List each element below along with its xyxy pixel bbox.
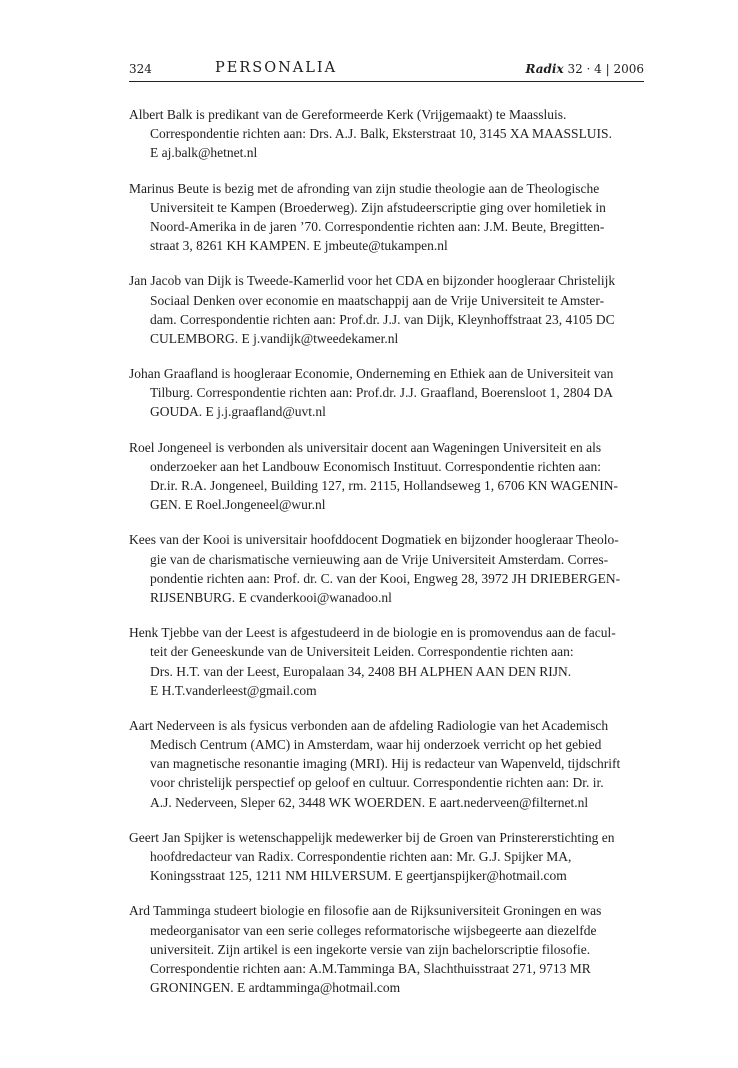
entry-line: GOUDA. E j.j.graafland@uvt.nl — [150, 404, 326, 420]
entry-line: E H.T.vanderleest@gmail.com — [150, 682, 317, 698]
entry-first-line: Ard Tamminga studeert biologie en filosofie aan de Rijksuniversiteit Groningen en was — [129, 903, 602, 919]
entry-first-line: Jan Jacob van Dijk is Tweede-Kamerlid voor het CDA en bijzonder hoogleraar Christelijk — [129, 273, 616, 289]
page-number: 324 — [129, 62, 152, 76]
journal-reference — [525, 62, 644, 76]
entry-line: straat 3, 8261 KH KAMPEN. E jmbeute@tukampen.nl — [150, 238, 448, 254]
journal-issue: 32 · 4 | 2006 — [567, 62, 644, 76]
entry-line: GRONINGEN. E ardtamminga@hotmail.com — [150, 980, 401, 996]
entry-line: Koningsstraat 125, 1211 NM HILVERSUM. E geertjanspijker@hotmail.com — [150, 868, 567, 884]
personalia-entry — [129, 530, 649, 607]
personalia-entry — [129, 271, 649, 348]
personalia-entry — [129, 901, 649, 997]
entry-line: RIJSENBURG. E cvanderkooi@wanadoo.nl — [150, 589, 392, 605]
entry-line: Correspondentie richten aan: Drs. A.J. Balk, Eksterstraat 10, 3145 XA MAASSLUIS. — [150, 126, 612, 142]
personalia-entry — [129, 828, 649, 886]
entry-line: teit der Geneeskunde van de Universiteit Leiden. Correspondentie richten aan: — [150, 644, 574, 660]
entry-line: A.J. Nederveen, Sleper 62, 3448 WK WOERDEN. E aart.nederveen@filternet.nl — [150, 794, 589, 810]
entry-first-line: Marinus Beute is bezig met de afronding van zijn studie theologie aan de Theologische — [129, 180, 600, 196]
personalia-entry — [129, 179, 649, 256]
personalia-list — [129, 105, 649, 1013]
entry-line: voor christelijk perspectief op geloof en cultuur. Correspondentie richten aan: Dr. ir. — [150, 775, 604, 791]
entry-first-line: Henk Tjebbe van der Leest is afgestudeerd in de biologie en is promovendus aan de facul- — [129, 625, 616, 641]
journal-name: Radix — [525, 62, 564, 76]
header-rule — [129, 81, 644, 82]
entry-line: Noord-Amerika in de jaren ’70. Correspondentie richten aan: J.M. Beute, Bregitten- — [150, 218, 605, 234]
personalia-entry — [129, 623, 649, 700]
running-header — [129, 60, 644, 80]
entry-first-line: Geert Jan Spijker is wetenschappelijk medewerker bij de Groen van Prinstererstichting en — [129, 829, 615, 845]
entry-line: Drs. H.T. van der Leest, Europalaan 34, 2408 BH ALPHEN AAN DEN RIJN. — [150, 663, 572, 679]
section-title: PERSONALIA — [215, 60, 338, 76]
entry-line: gie van de charismatische vernieuwing aan de Vrije Universiteit Amsterdam. Corres- — [150, 551, 609, 567]
personalia-entry — [129, 364, 649, 422]
entry-line: pondentie richten aan: Prof. dr. C. van der Kooi, Engweg 28, 3972 JH DRIEBERGEN- — [150, 570, 621, 586]
entry-first-line: Aart Nederveen is als fysicus verbonden aan de afdeling Radiologie van het Academisch — [129, 717, 609, 733]
entry-line: Dr.ir. R.A. Jongeneel, Building 127, rm. 2115, Hollandseweg 1, 6706 KN WAGENIN- — [150, 478, 618, 493]
entry-line: GEN. E Roel.Jongeneel@wur.nl — [150, 497, 326, 513]
personalia-entry — [129, 105, 649, 163]
entry-line: universiteit. Zijn artikel is een ingekorte versie van zijn bachelorscriptie filosofie. — [150, 941, 591, 957]
entry-line: Tilburg. Correspondentie richten aan: Prof.dr. J.J. Graafland, Boerensloot 1, 2804 DA — [150, 385, 614, 401]
entry-line: van magnetische resonantie imaging (MRI). Hij is redacteur van Wapenveld, tijdschrift — [150, 756, 621, 772]
entry-line: Medisch Centrum (AMC) in Amsterdam, waar hij onderzoek verricht op het gebied — [150, 737, 602, 753]
entry-line: E aj.balk@hetnet.nl — [150, 145, 258, 161]
personalia-entry — [129, 438, 649, 515]
entry-line: medeorganisator van een serie colleges reformatorische wijsbegeerte aan diezelfde — [150, 922, 597, 938]
entry-line: Universiteit te Kampen (Broederweg). Zijn afstudeerscriptie ging over homiletiek in — [150, 199, 606, 215]
entry-first-line: Johan Graafland is hoogleraar Economie, Onderneming en Ethiek aan de Universiteit van — [129, 366, 614, 382]
entry-first-line: Albert Balk is predikant van de Gereformeerde Kerk (Vrijgemaakt) te Maassluis. — [129, 107, 567, 122]
entry-first-line: Roel Jongeneel is verbonden als universitair docent aan Wageningen Universiteit en als — [129, 439, 602, 455]
entry-first-line: Kees van der Kooi is universitair hoofddocent Dogmatiek en bijzonder hoogleraar Theolo- — [129, 532, 619, 548]
personalia-entry — [129, 716, 649, 812]
entry-line: Sociaal Denken over economie en maatschappij aan de Vrije Universiteit te Amster- — [150, 292, 605, 308]
entry-line: dam. Correspondentie richten aan: Prof.dr. J.J. van Dijk, Kleynhoffstraat 23, 4105 DC — [150, 311, 615, 327]
entry-line: CULEMBORG. E j.vandijk@tweedekamer.nl — [150, 330, 399, 346]
entry-line: Correspondentie richten aan: A.M.Tamminga BA, Slachthuisstraat 271, 9713 MR — [150, 960, 591, 976]
entry-line: hoofdredacteur van Radix. Correspondentie richten aan: Mr. G.J. Spijker MA, — [150, 849, 572, 864]
entry-line: onderzoeker aan het Landbouw Economisch Instituut. Correspondentie richten aan: — [150, 458, 601, 474]
